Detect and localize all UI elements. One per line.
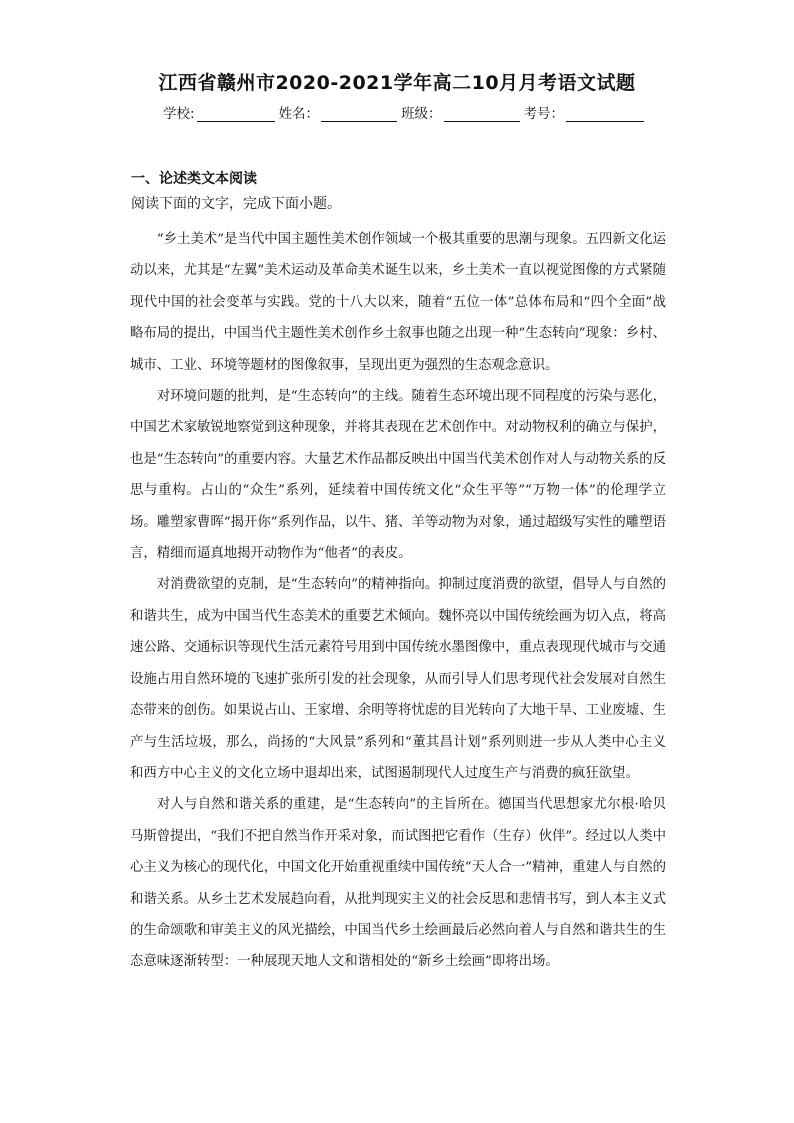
reading-instruction: 阅读下面的文字，完成下面小题。 (131, 196, 341, 212)
section-heading: 一、论述类文本阅读 (131, 171, 257, 187)
exam-number-label: 考号： (523, 106, 565, 122)
class-blank (444, 107, 520, 122)
school-blank (197, 107, 275, 122)
name-blank (321, 107, 397, 122)
class-label: 班级： (401, 106, 442, 122)
passage-paragraph-4: 对人与自然和谐关系的重建，是“生态转向”的主旨所在。德国当代思想家尤尔根·哈贝马斯曾提出，“我们不把自然当作开采对象，而试图把它看作（生存）伙伴”。经过以人类中心主义为核心的现代化，中国文化开始重视重续中国传统“天人合一”精神，重建人与自然的和谐关系。从乡土艺术发展趋向看，从批判现实主义的社会反思和悲情书写，到人本主义式的生命颂歌和审美主义的风光描绘，中国当代乡土绘画最后必然向着人与自然和谐共生的生态意味逐渐转型：一种展现天地人文和谐相处的“新乡土绘画”即将出场。 (130, 797, 666, 970)
passage-paragraph-3: 对消费欲望的克制，是“生态转向”的精神指向。抑制过度消费的欲望，倡导人与自然的和谐共生，成为中国当代生态美术的重要艺术倾向。魏怀亮以中国传统绘画为切入点，将高速公路、交通标识等现代生活元素符号用到中国传统水墨图像中，重点表现现代城市与交通设施占用自然环境的飞速扩张所引发的社会现象，从而引导人们思考现代社会发展对自然生态带来的创伤。如果说占山、王家增、余明等将忧虑的目光转向了大地干旱、工业废墟、生产与生活垃圾，那么，尚扬的“大风景”系列和“董其昌计划”系列则进一步从人类中心主义和西方中心主义的文化立场中退却出来，试图遏制现代人过度生产与消费的疯狂欲望。 (130, 577, 666, 781)
passage-paragraph-2: 对环境问题的批判，是“生态转向”的主线。随着生态环境出现不同程度的污染与恶化，中国艺术家敏锐地察觉到这种现象，并将其表现在艺术创作中。对动物权利的确立与保护，也是“生态转向”的重要内容。大量艺术作品都反映出中国当代美术创作对人与动物关系的反思与重构。占山的“众生”系列，延续着中国传统文化“众生平等”“万物一体”的伦理学立场。雕塑家曹晖“揭开你”系列作品，以牛、猪、羊等动物为对象，通过超级写实性的雕塑语言，精细而逼真地揭开动物作为“他者”的表皮。 (130, 389, 666, 562)
passage-text (130, 224, 666, 978)
school-label: 学校: (163, 106, 195, 122)
passage-paragraph-1: “乡土美术”是当代中国主题性美术创作领域一个极其重要的思潮与现象。五四新文化运动以来，尤其是“左翼”美术运动及革命美术诞生以来，乡土美术一直以视觉图像的方式紧随现代中国的社会变革与实践。党的十八大以来，随着“五位一体”总体布局和“四个全面”战略布局的提出，中国当代主题性美术创作乡土叙事也随之出现一种“生态转向”现象：乡村、城市、工业、环境等题材的图像叙事，呈现出更为强烈的生态观念意识。 (130, 232, 666, 373)
exam-number-blank (566, 107, 644, 122)
student-info-line (163, 102, 648, 122)
page-title: 江西省赣州市2020-2021学年高二10月月考语文试题 (158, 72, 636, 94)
name-label: 姓名： (278, 106, 320, 122)
